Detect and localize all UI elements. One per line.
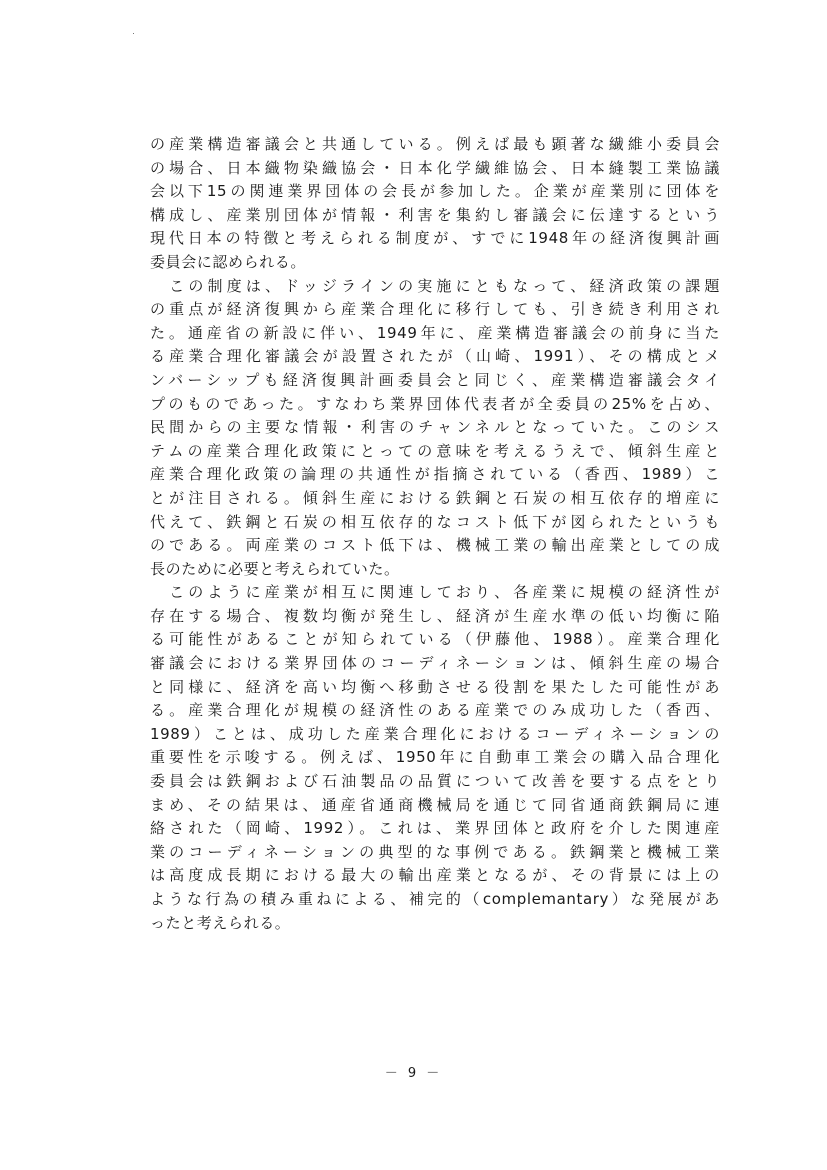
text-line: 委員会は鉄鋼および石油製品の品質について改善を要する点をとり bbox=[150, 772, 720, 791]
text-line: まめ、その結果は、通産省通商機械局を通じて同省通商鉄鋼局に連 bbox=[150, 795, 720, 814]
text-line: このように産業が相互に関連しており、各産業に規模の経済性が bbox=[150, 583, 720, 602]
scan-speck bbox=[133, 33, 134, 34]
text-line: 代えて、鉄鋼と石炭の相互依存的なコスト低下が図られたというも bbox=[150, 512, 720, 531]
page-number: － 9 － bbox=[384, 1066, 443, 1081]
body-text bbox=[150, 133, 720, 935]
text-line: る産業合理化審議会が設置されたが（山崎、1991）、その構成とメ bbox=[150, 347, 720, 366]
text-line: 委員会に認められる。 bbox=[150, 252, 307, 271]
text-line: 民間からの主要な情報・利害のチャンネルとなっていた。このシス bbox=[150, 418, 720, 437]
text-line: この制度は、ドッジラインの実施にともなって、経済政策の課題 bbox=[150, 276, 720, 295]
text-line: る可能性があることが知られている（伊藤他、1988）。産業合理化 bbox=[150, 630, 720, 649]
text-line: 存在する場合、複数均衡が発生し、経済が生産水準の低い均衡に陥 bbox=[150, 606, 720, 625]
text-line: ンバーシップも経済復興計画委員会と同じく、産業構造審議会タイ bbox=[150, 370, 720, 389]
text-line: ったと考えられる。 bbox=[150, 913, 291, 932]
text-line: 会以下15の関連業界団体の会長が参加した。企業が産業別に団体を bbox=[150, 182, 720, 201]
text-line: は高度成長期における最大の輸出産業となるが、その背景には上の bbox=[150, 866, 720, 885]
text-line: 構成し、産業別団体が情報・利害を集約し審議会に伝達するという bbox=[150, 205, 720, 224]
text-line: の重点が経済復興から産業合理化に移行しても、引き続き利用され bbox=[150, 300, 720, 319]
text-line: る。産業合理化が規模の経済性のある産業でのみ成功した（香西、 bbox=[150, 701, 720, 720]
text-line: プのものであった。すなわち業界団体代表者が全委員の25%を占め、 bbox=[150, 394, 720, 413]
text-line: 現代日本の特徴と考えられる制度が、すでに1948年の経済復興計画 bbox=[150, 229, 720, 248]
text-line: の産業構造審議会と共通している。例えば最も顕著な繊維小委員会 bbox=[150, 135, 720, 153]
text-line: とが注目される。傾斜生産における鉄鋼と石炭の相互依存的増産に bbox=[150, 488, 720, 507]
text-line: の場合、日本織物染織協会・日本化学繊維協会、日本縫製工業協議 bbox=[150, 158, 720, 177]
text-line: 審議会における業界団体のコーディネーションは、傾斜生産の場合 bbox=[150, 654, 720, 673]
text-line: ような行為の積み重ねによる、補完的（complemantary）な発展があ bbox=[150, 890, 720, 908]
text-line: 長のために必要と考えられていた。 bbox=[150, 559, 400, 578]
text-line: と同様に、経済を高い均衡へ移動させる役割を果たした可能性があ bbox=[150, 677, 720, 696]
text-line: 重要性を示唆する。例えば、1950年に自動車工業会の購入品合理化 bbox=[150, 748, 720, 767]
text-line: のである。両産業のコスト低下は、機械工業の輸出産業としての成 bbox=[150, 536, 720, 555]
text-line: 産業合理化政策の論理の共通性が指摘されている（香西、1989）こ bbox=[150, 465, 720, 484]
text-line: 絡された（岡崎、1992）。これは、業界団体と政府を介した関連産 bbox=[150, 819, 720, 838]
text-line: 業のコーディネーションの典型的な事例である。鉄鋼業と機械工業 bbox=[150, 842, 720, 861]
text-line: た。通産省の新設に伴い、1949年に、産業構造審議会の前身に当た bbox=[150, 323, 720, 342]
text-line: テムの産業合理化政策にとっての意味を考えるうえで、傾斜生産と bbox=[150, 441, 720, 460]
text-line: 1989）ことは、成功した産業合理化におけるコーディネーションの bbox=[150, 724, 720, 743]
